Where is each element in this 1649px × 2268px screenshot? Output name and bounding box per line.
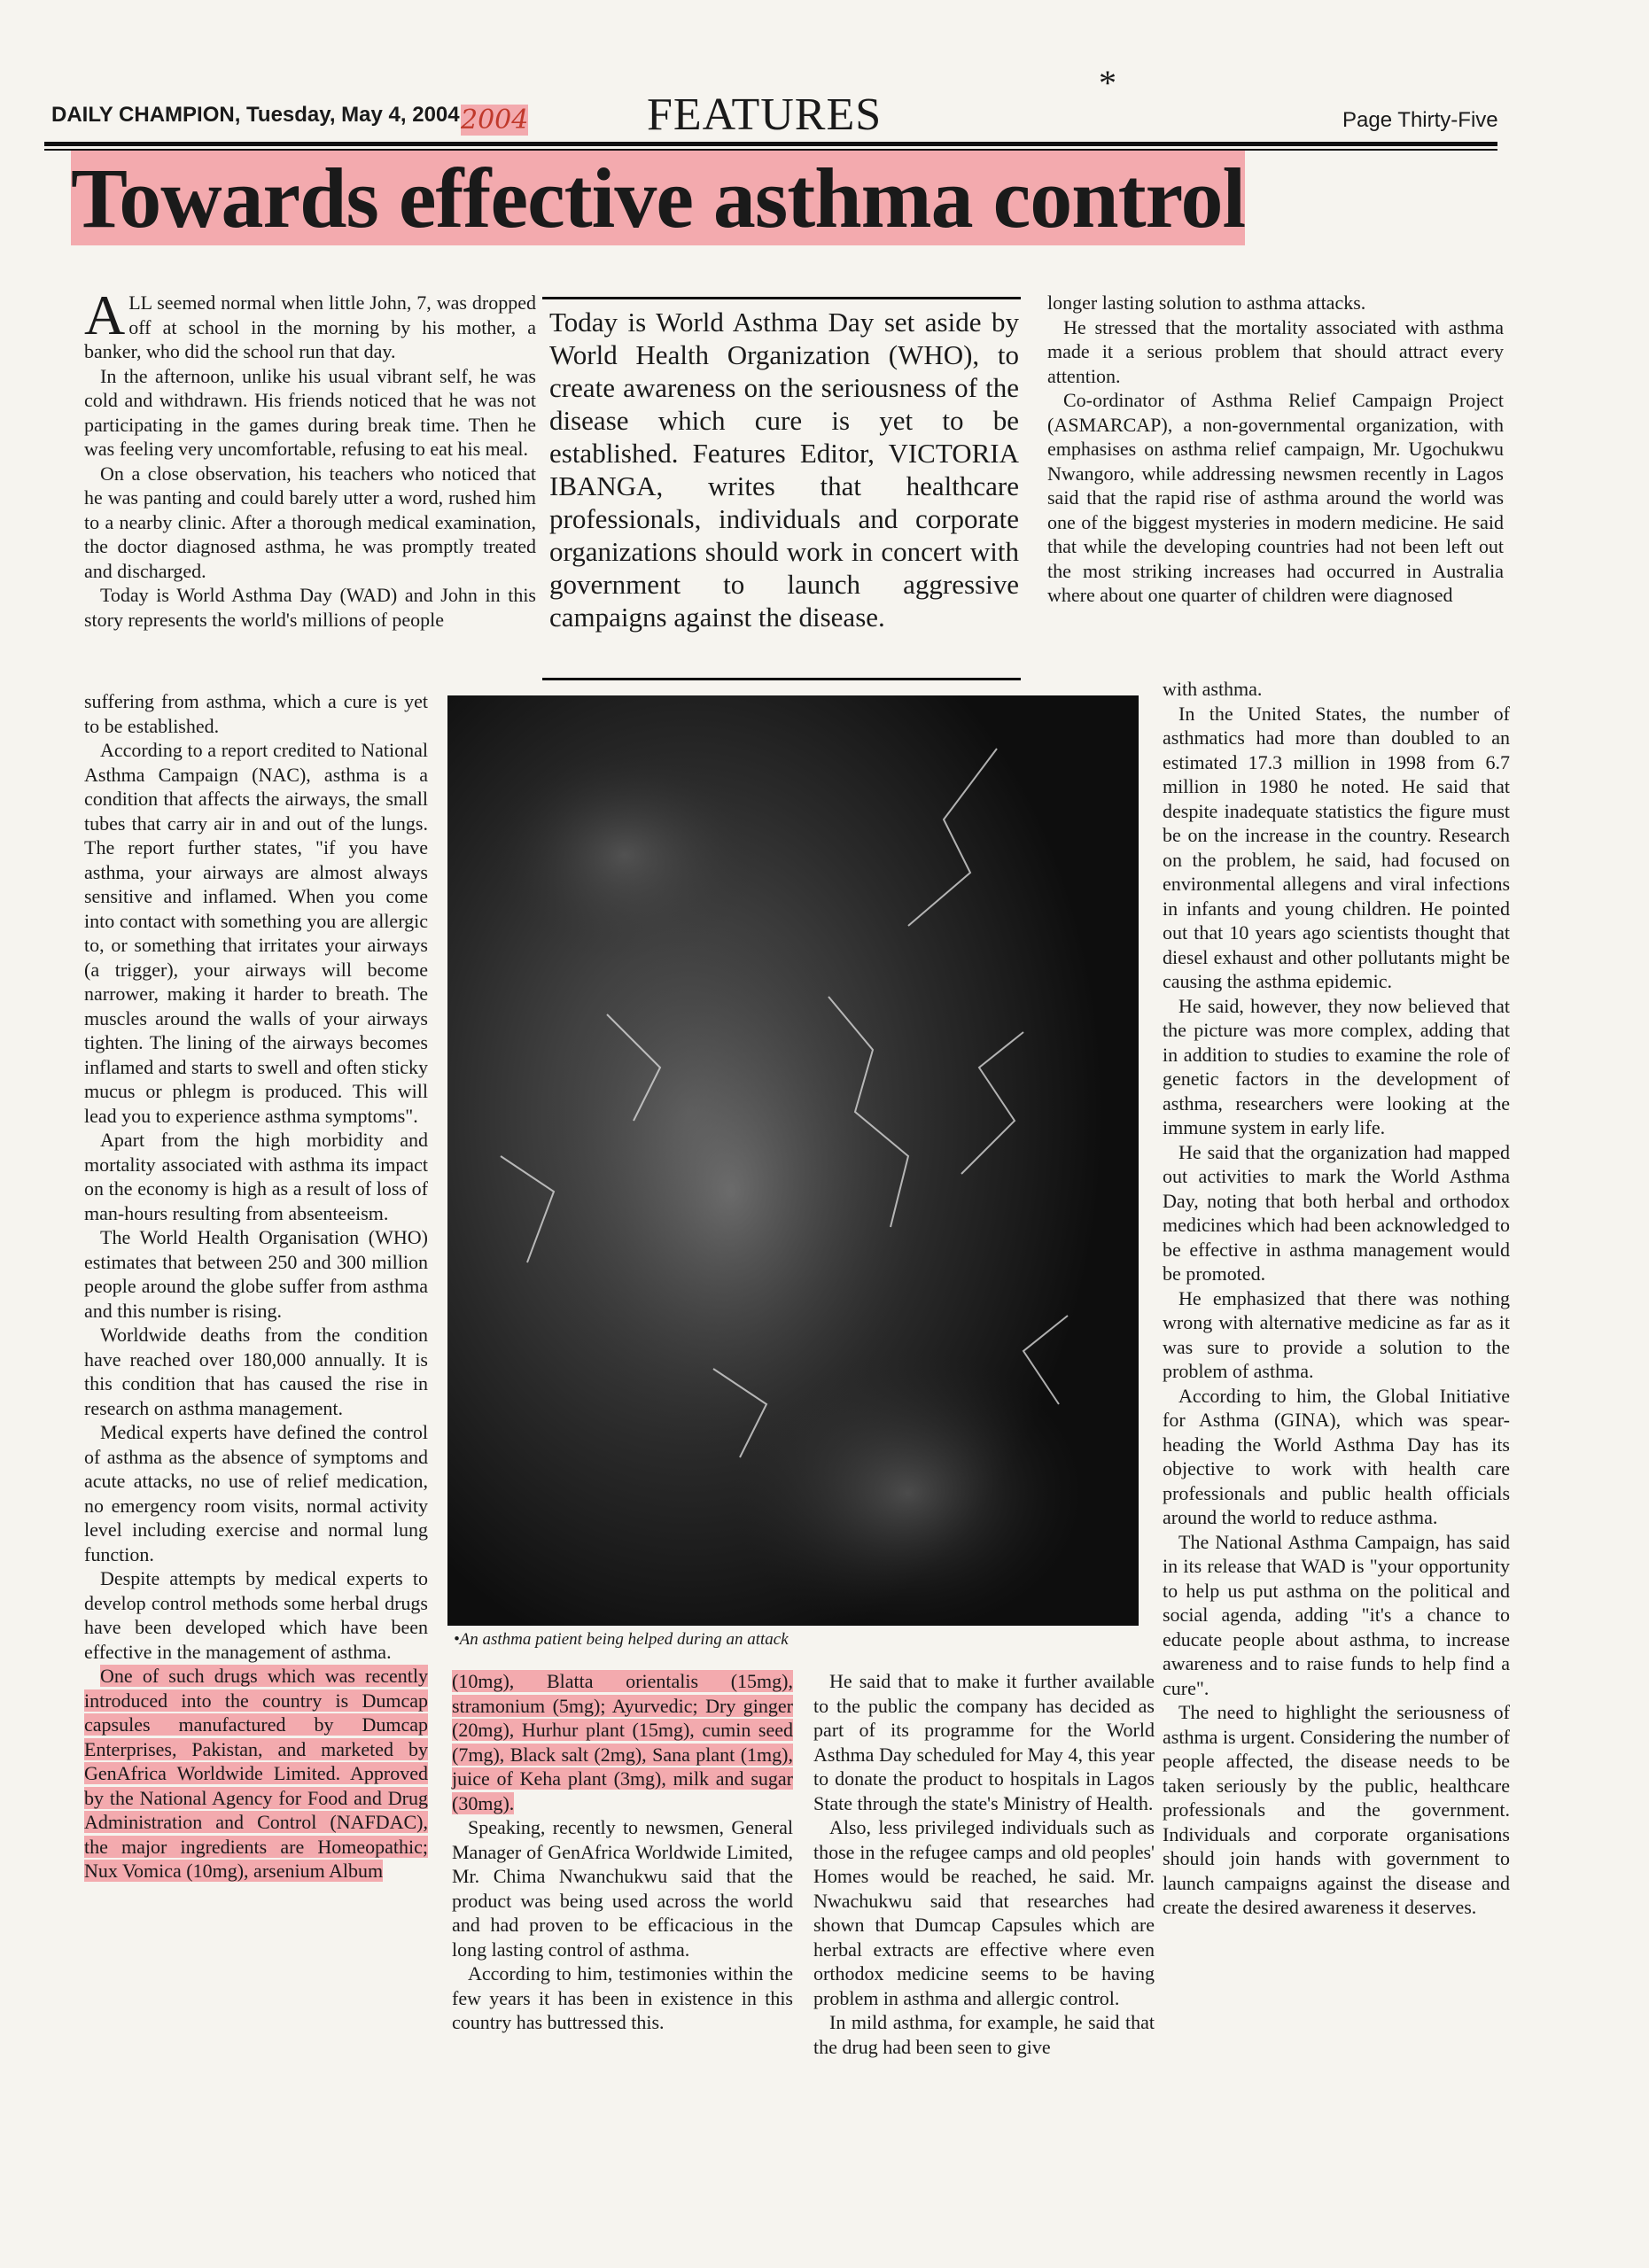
handwritten-year: 2004	[461, 105, 529, 136]
section-title: FEATURES	[647, 89, 883, 140]
paragraph: with asthma.	[1163, 678, 1263, 700]
paragraph: On a close observation, his teachers who noticed that he was panting and could barely utter a word, rushed him to a nearby clinic. After a thorough medical examination, the doctor diagnosed asthma, he was promptly treated and discharged.	[84, 462, 536, 582]
paragraph: He stressed that the mortality associated with asthma made it a serious problem that should attract every attention.	[1047, 315, 1504, 387]
paragraph: Medical experts have defined the control of asthma as the absence of symptoms and acute attacks, no use of relief medication, no emergency room visits, normal activity level including exercise and normal lung function.	[84, 1421, 428, 1565]
headline: Towards effective asthma control	[71, 151, 1246, 245]
article-column-4-lower	[1163, 677, 1510, 1920]
paragraph: longer lasting solution to asthma attacks.	[1047, 291, 1366, 314]
paragraph: Today is World Asthma Day (WAD) and John in this story represents the world's millions of people	[84, 584, 536, 631]
paragraph: He said, however, they now believed that the picture was more complex, adding that in addition to studies to examine the role of genetic factors in the development of asthma, researchers were looking at the immune system in early life.	[1163, 994, 1510, 1138]
paragraph: In the afternoon, unlike his usual vibrant self, he was cold and withdrawn. His friends noticed that he was not participating in the games during break time. Then he was feeling very uncomfortable, refusing to eat his meal.	[84, 364, 536, 460]
article-column-1	[84, 284, 536, 632]
paragraph: Also, less privileged individuals such as those in the refugee camps and old peoples' Homes would be reached, he said. Mr. Nwachukwu said that researches had shown that Dumcap Capsules which are herbal extracts are effective where even orthodox medicine seems to be having problem in asthma and allergic control.	[813, 1816, 1155, 2009]
paragraph: He emphasized that there was nothing wrong with alternative medicine as far as it was sure to provide a solution to the problem of asthma.	[1163, 1286, 1510, 1382]
intro-rule-top	[542, 297, 1021, 299]
asthma-patient-photo	[447, 695, 1139, 1626]
page-number: Page Thirty-Five	[1342, 108, 1498, 132]
paragraph: According to him, the Global Initiative for Asthma (GINA), which was spear-heading the World Asthma Day has its objective to work with health care professionals and public health officials around the world to reduce asthma.	[1163, 1384, 1510, 1528]
article-column-1-lower	[84, 689, 428, 1884]
margin-mark: *	[1099, 63, 1116, 103]
lead-paragraph: ALL seemed normal when little John, 7, was dropped off at school in the morning by his mother, a banker, who did the school run that day.	[84, 284, 536, 362]
paragraph: suffering from asthma, which a cure is yet to be established.	[84, 690, 428, 737]
paragraph: The National Asthma Campaign, has said in its release that WAD is "your opportunity to help us put asthma on the political and social agenda, adding "it's a chance to educate people about asthma, to increase awareness and to raise funds to help find a cure".	[1163, 1530, 1510, 1699]
article-column-4	[1047, 291, 1504, 608]
header-rule	[44, 142, 1497, 146]
paragraph: The World Health Organisation (WHO) estimates that between 250 and 300 million people around the globe suffer from asthma and this number is rising.	[84, 1226, 428, 1322]
intro-standfirst: Today is World Asthma Day set aside by World Health Organization (WHO), to create awareness on the seriousness of the disease which cure is yet to be established. Features Editor, VICTORIA IBANGA, writes that healthcare professionals, individuals and corporate organizations should work in concert with government to launch aggressive campaigns against the disease.	[549, 307, 1019, 633]
paragraph: Speaking, recently to newsmen, General Manager of GenAfrica Worldwide Limited, Mr. Chima Nwanchukwu said that the product was being used across the world and had proven to be efficacious in the long lasting control of asthma.	[452, 1816, 793, 1961]
dropcap: A	[84, 284, 126, 346]
paragraph: Despite attempts by medical experts to develop control methods some herbal drugs have been developed which have been effective in the management of asthma.	[84, 1567, 428, 1663]
paragraph: Apart from the high morbidity and mortality associated with asthma its impact on the economy is high as a result of loss of man-hours resulting from absenteeism.	[84, 1129, 428, 1224]
newspaper-date: DAILY CHAMPION, Tuesday, May 4, 2004	[51, 103, 460, 127]
photo-caption: •An asthma patient being helped during an attack	[454, 1630, 789, 1649]
paragraph: Co-ordinator of Asthma Relief Campaign Project (ASMARCAP), a non-governmental organization, with emphasises on asthma relief campaign, Mr. Ugochukwu Nwangoro, while addressing newsmen recently in Lagos said that the rapid rise of asthma around the world was one of the biggest mysteries in modern medicine. He said that while the developing countries had not been left out the most striking increases had occurred in Australia where about one quarter of children were diagnosed	[1047, 389, 1504, 606]
paragraph: According to him, testimonies within the few years it has been in existence in this country has buttressed this.	[452, 1962, 793, 2033]
paragraph-highlighted: (10mg), Blatta orientalis (15mg), stramonium (5mg); Ayurvedic; Dry ginger (20mg), Hurhur plant (15mg), cumin seed (7mg), Black salt (2mg), Sana plant (1mg), juice of Keha plant (3mg), milk and sugar (30mg).	[452, 1670, 793, 1814]
paragraph: In mild asthma, for example, he said that the drug had been seen to give	[813, 2011, 1155, 2058]
paragraph: The need to highlight the seriousness of asthma is urgent. Considering the number of people affected, the disease needs to be taken seriously by the public, healthcare professionals and the government. Individuals and corporate organisations should join hands with government to launch campaigns against the disease and create the desired awareness it deserves.	[1163, 1701, 1510, 1918]
paragraph: He said that the organization had mapped out activities to mark the World Asthma Day, noting that both herbal and orthodox medicines which had been acknowledged to be effective in asthma management would be promoted.	[1163, 1140, 1510, 1285]
article-column-3	[813, 1669, 1155, 2059]
paragraph: He said that to make it further available to the public the company has decided as part of its programme for the World Asthma Day scheduled for May 4, this year to donate the product to hospitals in Lagos State through the state's Ministry of Health.	[813, 1670, 1155, 1814]
article-column-2	[452, 1669, 793, 2035]
paragraph: According to a report credited to National Asthma Campaign (NAC), asthma is a condition that affects the airways, the small tubes that carry air in and out of the lungs. The report further states, "if you have asthma, your airways are almost always sensitive and inflamed. When you come into contact with something you are allergic to, or something that irritates your airways (a trigger), your airways will become narrower, making it harder to breath. The muscles around the walls of your airways tighten. The lining of the airways becomes inflamed and starts to swell and often sticky mucus or phlegm is produced. This will lead you to experience asthma symptoms".	[84, 739, 428, 1127]
intro-rule-bottom	[542, 678, 1021, 680]
paragraph-highlighted: One of such drugs which was recently introduced into the country is Dumcap capsules manufactured by Dumcap Enterprises, Pakistan, and marketed by GenAfrica Worldwide Limited. Approved by the National Agency for Food and Drug Administration and Control (NAFDAC), the major ingredients are Homeopathic; Nux Vomica (10mg), arsenium Album	[84, 1665, 428, 1882]
paragraph: Worldwide deaths from the condition have reached over 180,000 annually. It is this condition that has caused the rise in research on asthma management.	[84, 1324, 428, 1419]
paragraph: In the United States, the number of asthmatics had more than doubled to an estimated 17.3 million in 1998 from 6.7 million in 1980 he noted. He said that despite inadequate statistics the figure must be on the increase in the country. Research on the problem, he said, had focused on environmental allegens and viral infections in infants and young children. He pointed out that 10 years ago scientists thought that diesel exhaust and other pollutants might be causing the asthma epidemic.	[1163, 702, 1510, 992]
